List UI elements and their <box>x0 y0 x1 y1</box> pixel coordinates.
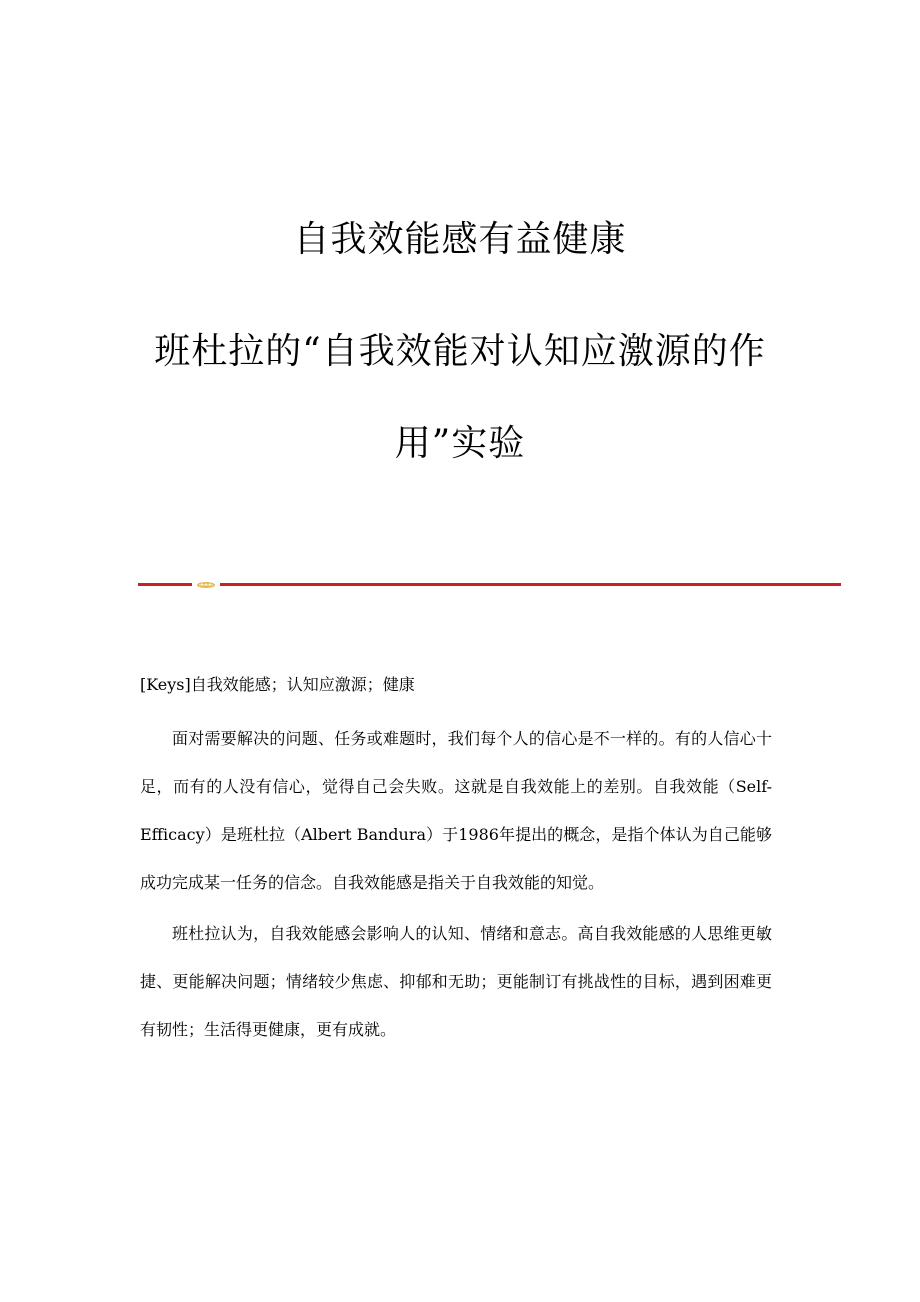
document-subtitle: 班杜拉的“自我效能对认知应激源的作用”实验 <box>154 331 766 464</box>
document-body <box>140 669 772 1057</box>
body-paragraph: 班杜拉认为，自我效能感会影响人的认知、情绪和意志。高自我效能感的人思维更敏捷、更能解决问题；情绪较少焦虑、抑郁和无助；更能制订有挑战性的目标，遇到困难更有韧性；生活得更健康，更有成就。 <box>140 924 772 1039</box>
title-block <box>0 208 920 490</box>
keywords-line: [Keys]自我效能感；认知应激源；健康 <box>140 675 415 694</box>
divider-bar-left <box>138 583 192 586</box>
document-title: 自我效能感有益健康 <box>293 219 627 260</box>
body-paragraph: 面对需要解决的问题、任务或难题时，我们每个人的信心是不一样的。有的人信心十足，而有的人没有信心，觉得自己会失败。这就是自我效能上的差别。自我效能（Self-Efficacy）是班杜拉（Albert Bandura）于1986年提出的概念，是指个体认为自己能够成功完成某一任务的信念。自我效能感是指关于自我效能的知觉。 <box>140 729 772 892</box>
divider-bar-right <box>220 583 841 586</box>
title-divider <box>138 581 841 589</box>
divider-ornament-icon <box>196 581 216 589</box>
